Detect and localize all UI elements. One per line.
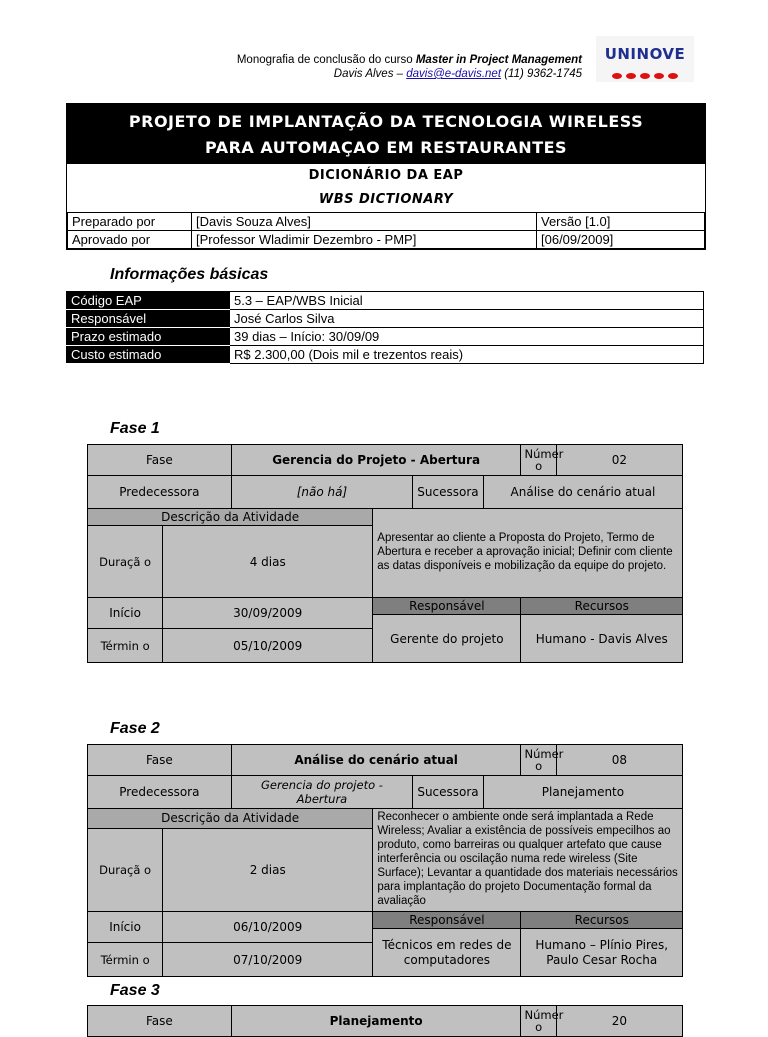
document-title-box (66, 103, 706, 250)
end-date: 07/10/2009 (163, 943, 373, 977)
version-value: Versão [1.0] (537, 213, 705, 231)
successor-value: Planejamento (483, 776, 682, 809)
responsible-value: Gerente do projeto (373, 615, 521, 663)
resources-label: Recursos (521, 912, 683, 929)
phase-name: Planejamento (231, 1006, 521, 1037)
phase-2-table (87, 744, 683, 977)
description-text: Apresentar ao cliente a Proposta do Projeto, Termo de Abertura e receber a aprovação inicial; Definir com cliente as datas disponíveis e mobilização da equipe do projeto. (373, 509, 683, 598)
duration-value: 2 dias (163, 828, 373, 911)
predecessor-value: Gerencia do projeto - Abertura (231, 776, 412, 809)
table-row (67, 346, 704, 364)
phase-3-heading: Fase 3 (110, 982, 160, 999)
resources-value: Humano - Davis Alves (521, 615, 683, 663)
phase-1-table (87, 444, 683, 663)
course-name: Master in Project Management (415, 54, 582, 66)
phase-3-table (87, 1005, 683, 1037)
end-label: Términ o (88, 943, 163, 977)
phase-label: Fase (88, 745, 232, 776)
phase-name: Gerencia do Projeto - Abertura (231, 445, 521, 476)
project-title-line1: PROJETO DE IMPLANTAÇÃO DA TECNOLOGIA WIRELESS (128, 112, 644, 131)
document-date: [06/09/2009] (537, 231, 705, 249)
successor-label: Sucessora (413, 476, 484, 509)
logo-text: UNINOVE (604, 45, 686, 63)
document-meta-table (67, 212, 705, 249)
phase-1-heading: Fase 1 (110, 420, 160, 437)
phase-label: Fase (88, 445, 232, 476)
approved-by-value: [Professor Wladimir Dezembro - PMP] (192, 231, 537, 249)
info-value: 5.3 – EAP/WBS Inicial (230, 292, 704, 310)
author-name: Davis Alves – (333, 68, 407, 80)
resources-label: Recursos (521, 598, 683, 615)
info-label: Prazo estimado (67, 328, 230, 346)
info-value: 39 dias – Início: 30/09/09 (230, 328, 704, 346)
info-value: R$ 2.300,00 (Dois mil e trezentos reais) (230, 346, 704, 364)
predecessor-label: Predecessora (88, 476, 232, 509)
info-value: José Carlos Silva (230, 310, 704, 328)
start-label: Início (88, 912, 163, 943)
header-course-line (130, 53, 582, 67)
phase-name: Análise do cenário atual (231, 745, 521, 776)
number-label: Númer o (521, 1006, 556, 1037)
wbs-dictionary-title: WBS DICTIONARY (318, 192, 454, 207)
predecessor-label: Predecessora (88, 776, 232, 809)
number-label: Númer o (521, 745, 556, 776)
description-text: Reconhecer o ambiente onde será implantada a Rede Wireless; Avaliar a existência de possíveis empecilhos ao produto, como barreiras ou qualquer artefato que cause interferência ou oscilação numa rede wireless (Site Surface); Levantar a quantidade dos materiais necessários para implantação do projeto Documentação formal da avaliação (373, 809, 683, 912)
course-prefix: Monografia de conclusão do curso (236, 54, 416, 66)
successor-value: Análise do cenário atual (483, 476, 682, 509)
end-label: Términ o (88, 629, 163, 663)
phase-number: 02 (556, 445, 682, 476)
description-label: Descrição da Atividade (88, 509, 373, 526)
basic-info-table (66, 291, 704, 364)
uninove-logo (596, 36, 694, 82)
project-title (67, 104, 705, 164)
eap-dictionary-title: DICIONÁRIO DA EAP (308, 168, 464, 183)
responsible-label: Responsável (373, 912, 521, 929)
table-row (67, 310, 704, 328)
project-title-line2: PARA AUTOMAÇAO EM RESTAURANTES (204, 138, 568, 157)
basic-info-heading: Informações básicas (110, 266, 269, 283)
end-date: 05/10/2009 (163, 629, 373, 663)
header-author-line (130, 67, 582, 81)
author-phone: (11) 9362-1745 (501, 68, 582, 80)
email-link[interactable]: davis@e-davis.net (406, 68, 502, 80)
approved-by-label: Aprovado por (68, 231, 192, 249)
phase-2-heading: Fase 2 (110, 720, 160, 737)
duration-value: 4 dias (163, 526, 373, 598)
resources-value: Humano – Plínio Pires, Paulo Cesar Rocha (521, 929, 683, 977)
phase-number: 20 (556, 1006, 682, 1037)
info-label: Custo estimado (67, 346, 230, 364)
duration-label: Duraçã o (88, 828, 163, 911)
phase-number: 08 (556, 745, 682, 776)
number-label: Númer o (521, 445, 556, 476)
start-label: Início (88, 598, 163, 629)
start-date: 06/10/2009 (163, 912, 373, 943)
responsible-value: Técnicos em redes de computadores (373, 929, 521, 977)
info-label: Responsável (67, 310, 230, 328)
table-row (67, 328, 704, 346)
logo-dots (606, 64, 684, 83)
description-label: Descrição da Atividade (88, 809, 373, 829)
info-label: Código EAP (67, 292, 230, 310)
predecessor-value: [não há] (231, 476, 412, 509)
successor-label: Sucessora (413, 776, 484, 809)
prepared-by-value: [Davis Souza Alves] (192, 213, 537, 231)
table-row (67, 292, 704, 310)
phase-label: Fase (88, 1006, 232, 1037)
duration-label: Duraçã o (88, 526, 163, 598)
prepared-by-label: Preparado por (68, 213, 192, 231)
responsible-label: Responsável (373, 598, 521, 615)
start-date: 30/09/2009 (163, 598, 373, 629)
